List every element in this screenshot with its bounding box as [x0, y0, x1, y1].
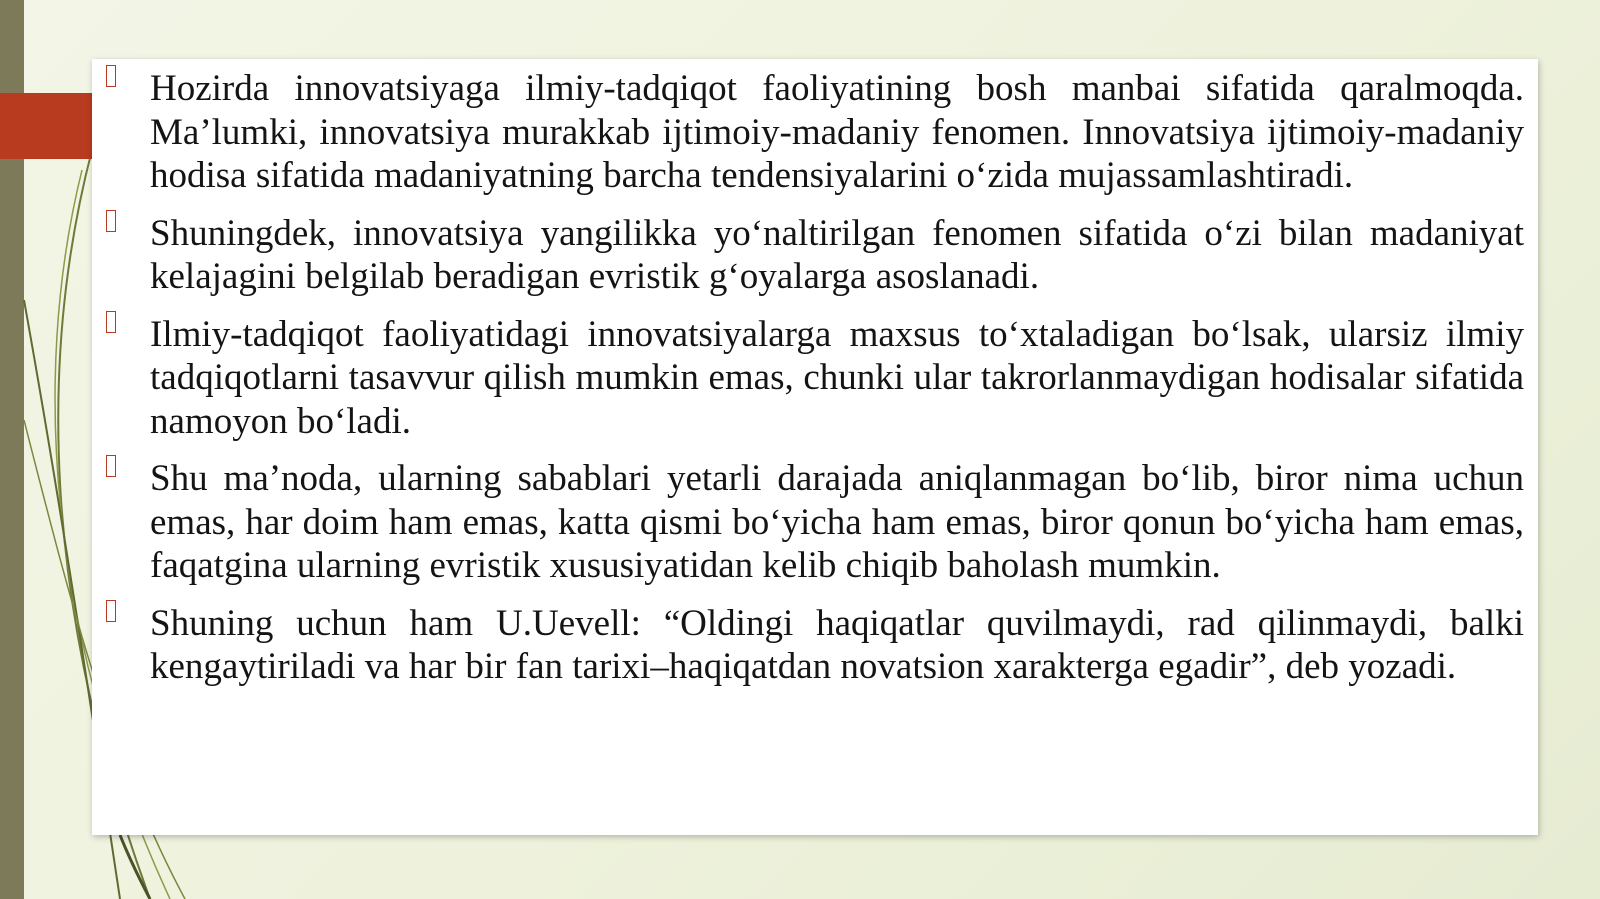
accent-block	[0, 93, 92, 159]
bullet-text: Ilmiy-tadqiqot faoliyatidagi innovatsiyalarga maxsus to‘xtaladigan bo‘lsak, ularsiz ilmiy tadqiqotlarni tasavvur qilish mumkin emas, chunki ular takrorlanmaydigan hodisalar sifatida namoyon bo‘ladi.	[150, 313, 1524, 442]
bullet-item	[150, 602, 1524, 689]
bullet-text: Shuning uchun ham U.Uevell: “Oldingi haqiqatlar quvilmaydi, rad qilinmaydi, balki kengaytiriladi va har bir fan tarixi–haqiqatdan novatsion xarakterga egadir”, deb yozadi.	[150, 602, 1524, 687]
bullet-item	[150, 212, 1524, 299]
bullet-text: Hozirda innovatsiyaga ilmiy-tadqiqot faoliyatining bosh manbai sifatida qaralmoqda. Ma’lumki, innovatsiya murakkab ijtimoiy-madaniy fenomen. Innovatsiya ijtimoiy-madaniy hodisa sifatida madaniyatning barcha tendensiyalarini o‘zida mujassamlashtiradi.	[150, 68, 1524, 196]
content-box	[92, 59, 1538, 835]
square-outline-bullet-icon	[106, 455, 116, 477]
bullet-item	[150, 313, 1524, 444]
bullet-text: Shu ma’noda, ularning sabablari yetarli darajada aniqlanmagan bo‘lib, biror nima uchun emas, har doim ham emas, katta qismi bo‘yicha ham emas, biror qonun bo‘yicha ham emas, faqatgina ularning evristik xususiyatidan kelib chiqib baholash mumkin.	[150, 458, 1524, 586]
square-outline-bullet-icon	[106, 65, 116, 87]
bullet-item	[150, 67, 1524, 198]
square-outline-bullet-icon	[106, 311, 116, 333]
square-outline-bullet-icon	[106, 210, 116, 232]
square-outline-bullet-icon	[106, 600, 116, 622]
bullet-text: Shuningdek, innovatsiya yangilikka yo‘naltirilgan fenomen sifatida o‘zi bilan madaniyat kelajagini belgilab beradigan evristik g‘oyalarga asoslanadi.	[150, 212, 1524, 297]
bullet-item	[150, 457, 1524, 588]
bullet-list	[92, 59, 1538, 689]
